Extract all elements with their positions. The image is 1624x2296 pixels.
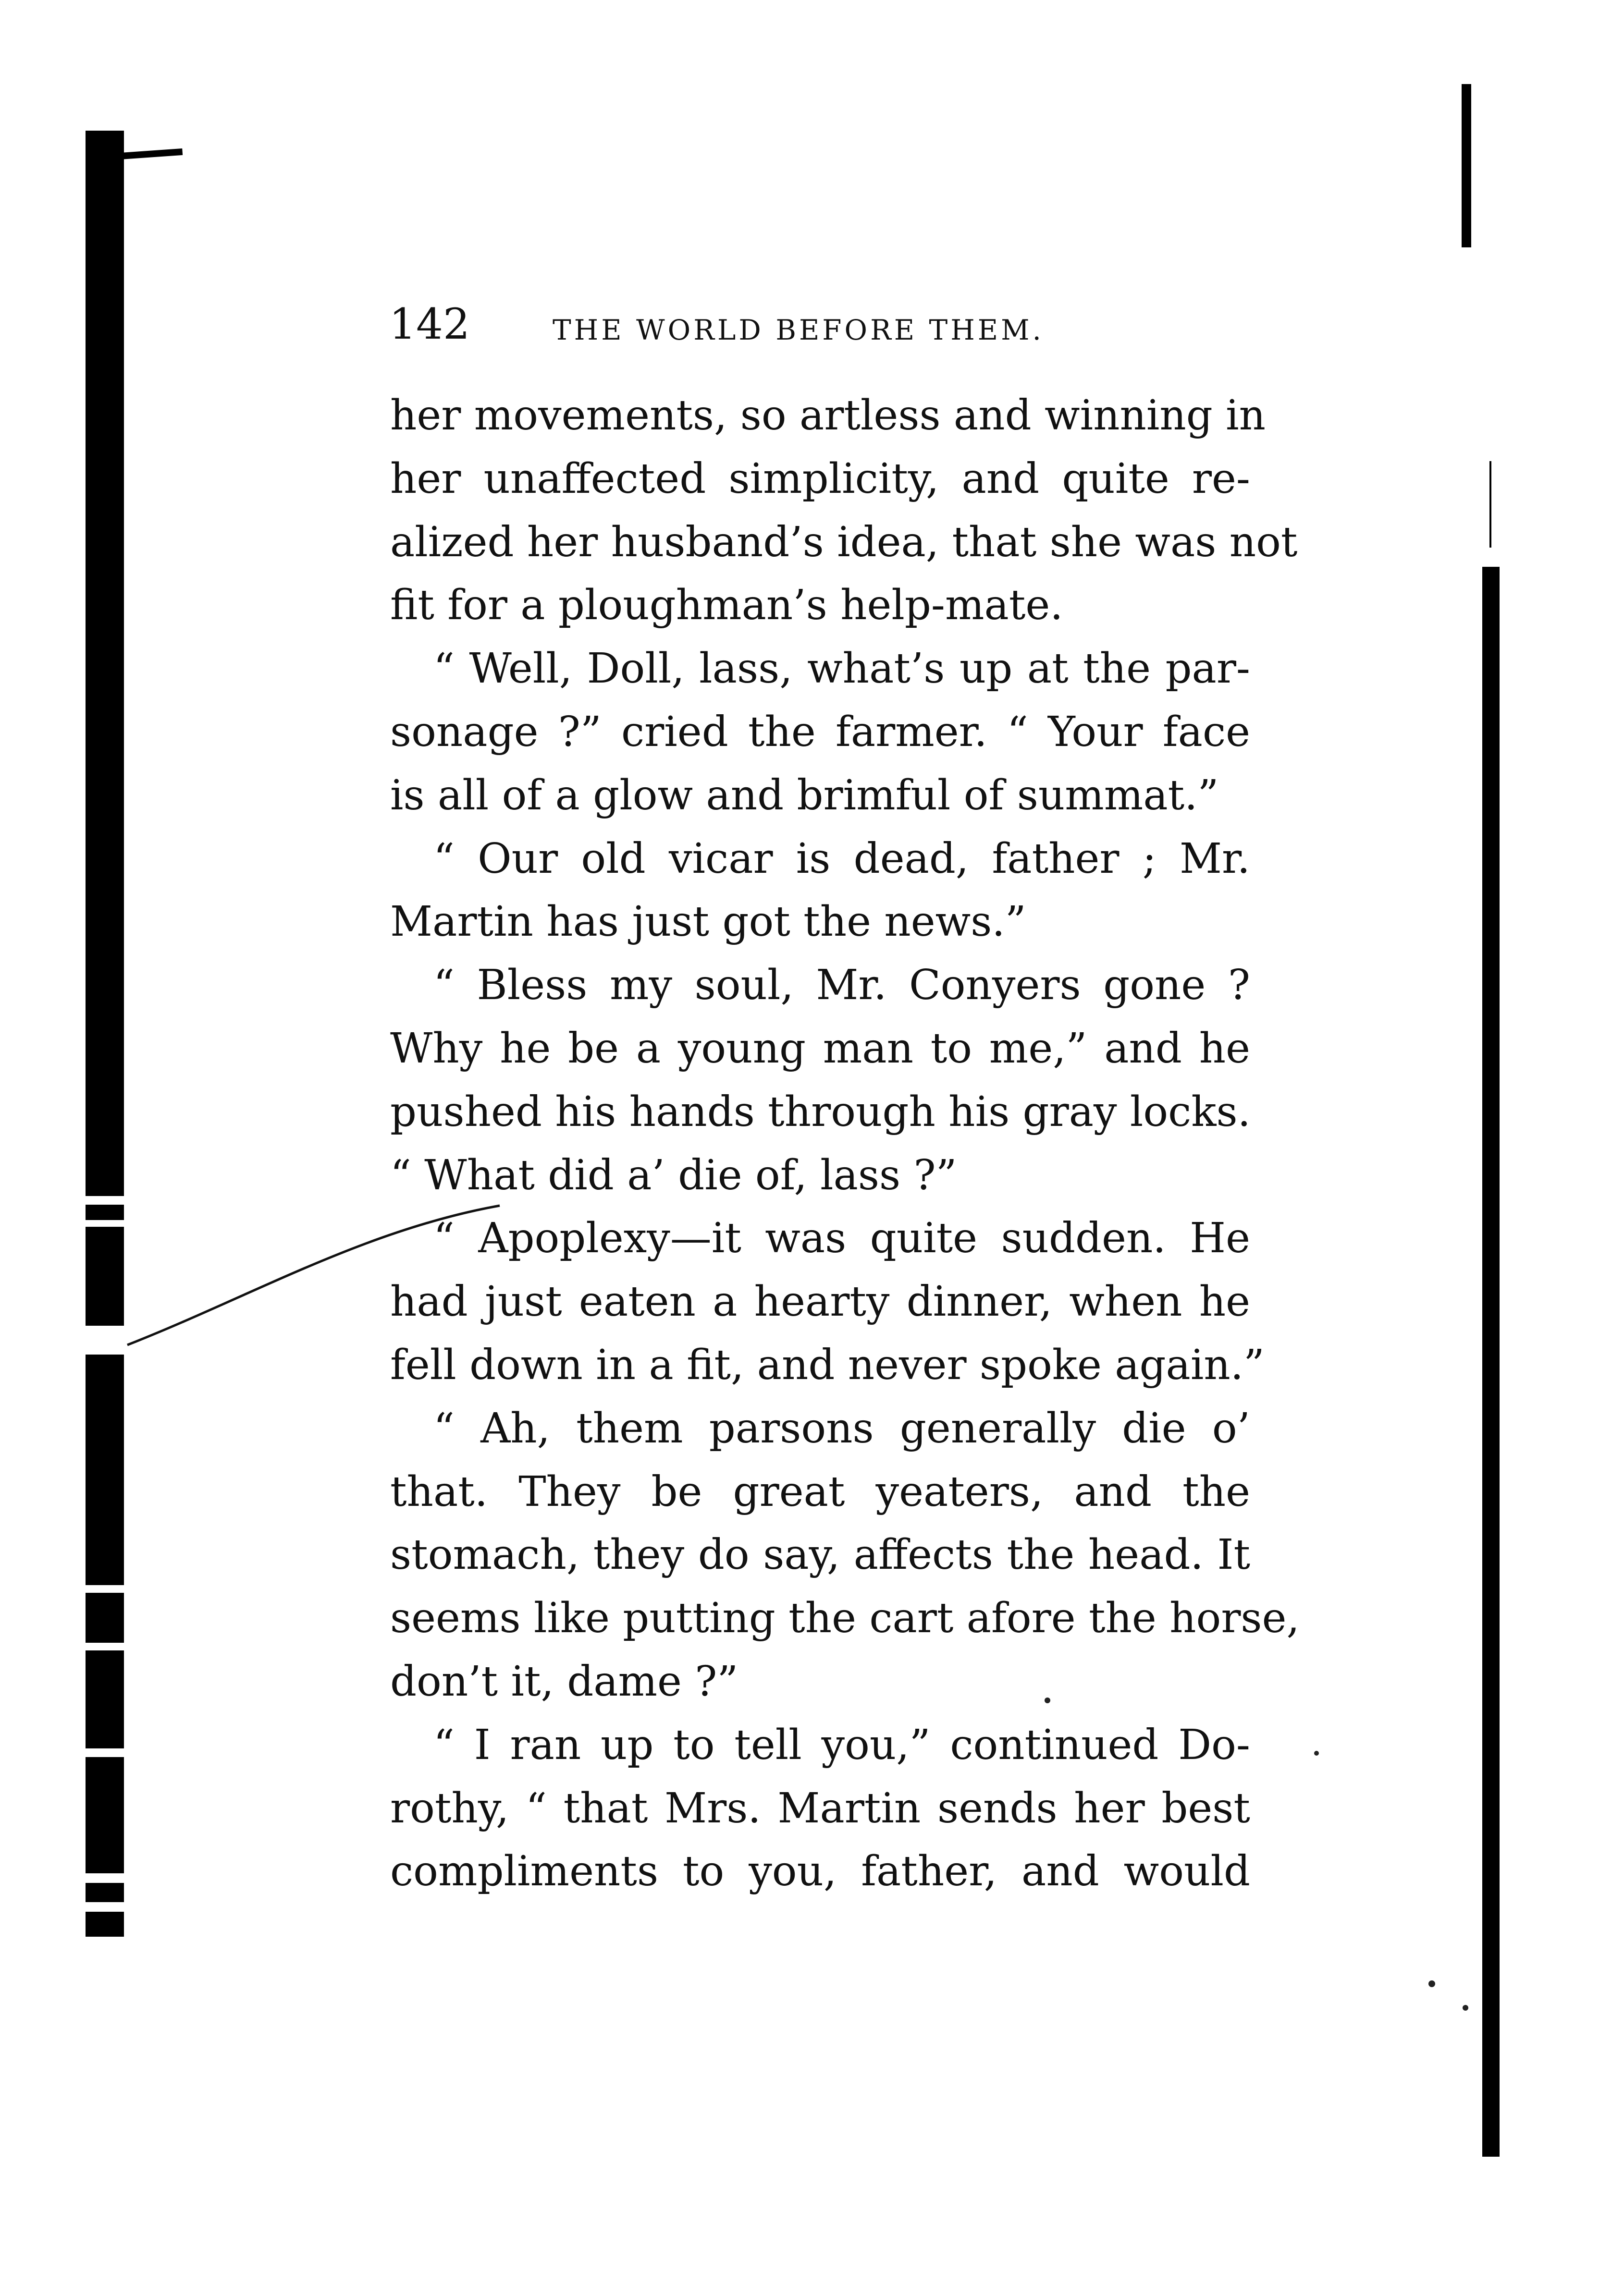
text-line: Martin has just got the news.” xyxy=(390,898,1026,946)
text-line: “ I ran up to tell you,” continued Do- xyxy=(433,1721,1250,1769)
text-line: “ Apoplexy—it was quite sudden. He xyxy=(433,1214,1250,1263)
text-line: alized her husband’s idea, that she was not xyxy=(390,518,1298,566)
running-head xyxy=(389,298,1254,351)
text-line: that. They be great yeaters, and the xyxy=(390,1467,1250,1516)
text-line: fit for a ploughman’s help-mate. xyxy=(390,581,1063,630)
text-line: “ Well, Doll, lass, what’s up at the par- xyxy=(433,645,1250,693)
text-line: seems like putting the cart afore the horse, xyxy=(390,1594,1300,1643)
text-line: Why he be a young man to me,” and he xyxy=(390,1024,1250,1073)
text-line: sonage ?” cried the farmer. “ Your face xyxy=(390,708,1250,756)
text-line: her unaffected simplicity, and quite re- xyxy=(390,454,1250,503)
text-line: is all of a glow and brimful of summat.” xyxy=(390,771,1219,819)
text-line: fell down in a fit, and never spoke again.” xyxy=(390,1341,1265,1389)
text-line: her movements, so artless and winning in xyxy=(390,391,1266,440)
text-line: “ Our old vicar is dead, father ; Mr. xyxy=(433,834,1250,883)
text-line: don’t it, dame ?” xyxy=(390,1657,738,1706)
text-line: stomach, they do say, affects the head. It xyxy=(390,1531,1250,1579)
body-text xyxy=(390,384,1300,1904)
running-title: THE WORLD BEFORE THEM. xyxy=(553,314,1044,346)
page-number: 142 xyxy=(389,299,470,349)
text-line: rothy, “ that Mrs. Martin sends her best xyxy=(390,1784,1250,1832)
text-line: “ Ah, them parsons generally die o’ xyxy=(433,1404,1250,1453)
text-line: compliments to you, father, and would xyxy=(390,1847,1250,1896)
text-line: “ What did a’ die of, lass ?” xyxy=(390,1151,957,1199)
text-line: had just eaten a hearty dinner, when he xyxy=(390,1278,1250,1326)
text-line: “ Bless my soul, Mr. Conyers gone ? xyxy=(433,961,1250,1010)
text-line: pushed his hands through his gray locks. xyxy=(390,1087,1251,1136)
